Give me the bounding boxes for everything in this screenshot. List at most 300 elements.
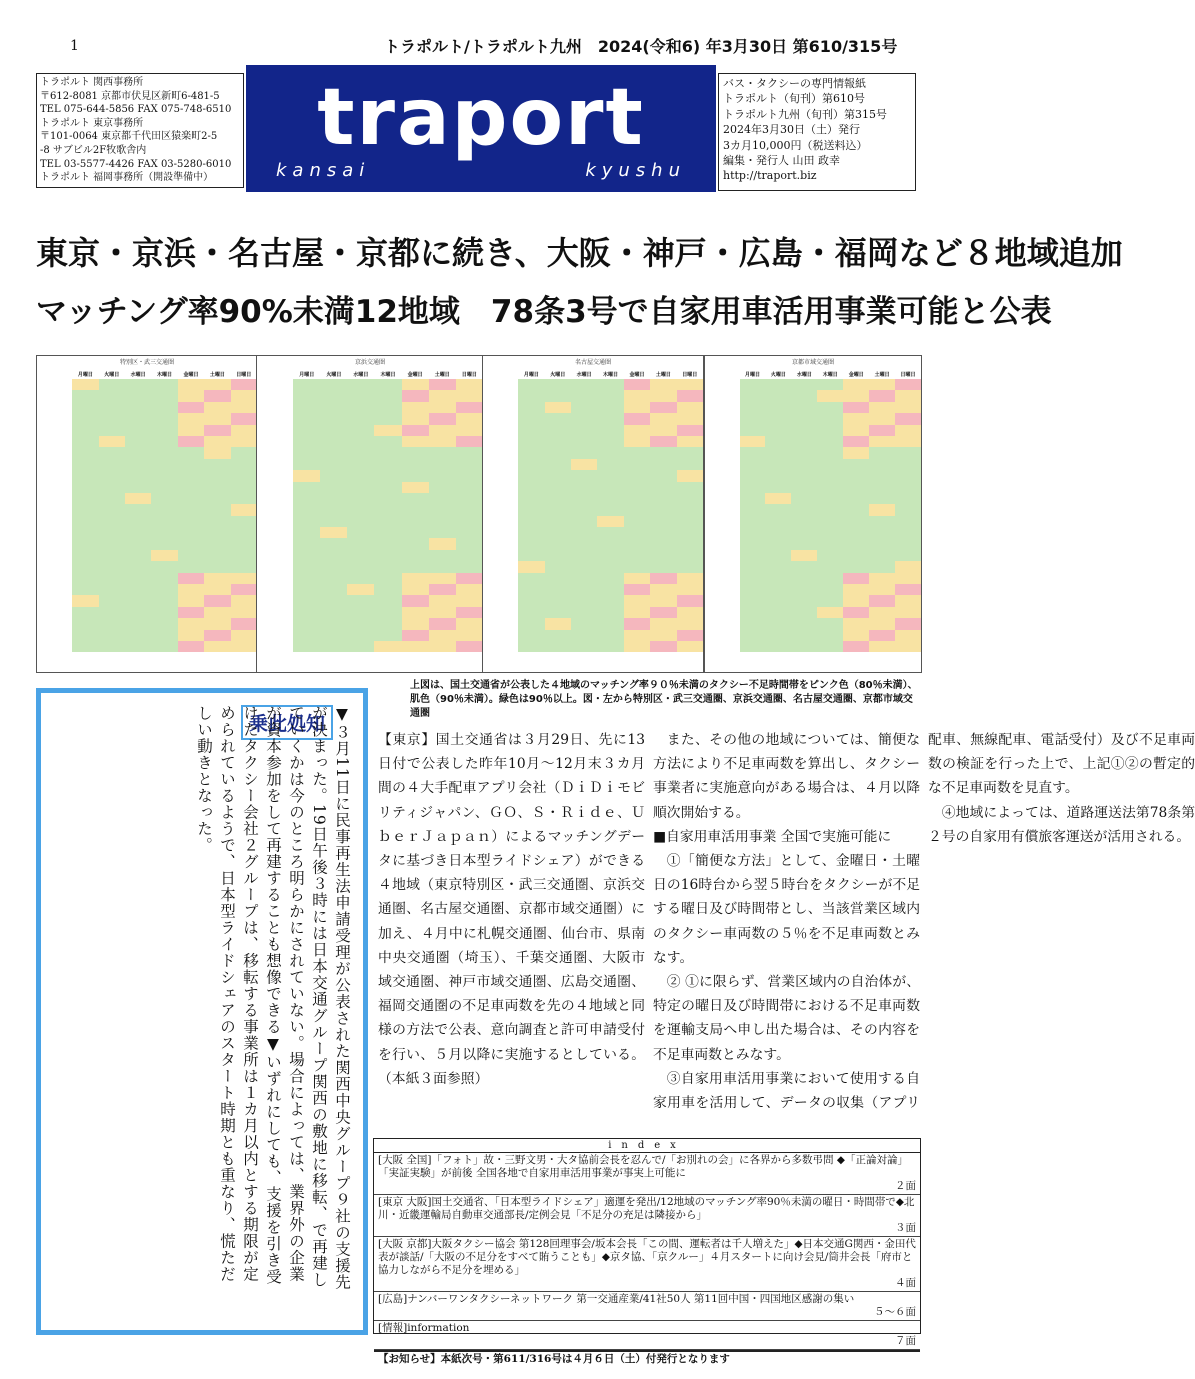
rate-cell bbox=[402, 470, 429, 481]
rate-cell bbox=[545, 538, 571, 549]
hour-row bbox=[705, 436, 921, 447]
rate-cell bbox=[293, 584, 320, 595]
rate-cell bbox=[402, 390, 429, 401]
rate-cell bbox=[374, 402, 401, 413]
rate-cell bbox=[125, 493, 151, 504]
hour-row bbox=[705, 630, 921, 641]
hour-row bbox=[483, 402, 703, 413]
rate-cell bbox=[320, 618, 347, 629]
rate-cell bbox=[869, 595, 895, 606]
hour-row bbox=[257, 459, 483, 470]
rate-cell bbox=[402, 413, 429, 424]
hour-row bbox=[483, 482, 703, 493]
rate-cell bbox=[374, 607, 401, 618]
rate-cell bbox=[765, 618, 791, 629]
rate-cell bbox=[347, 641, 374, 652]
rate-cell bbox=[429, 584, 456, 595]
rate-cell bbox=[374, 470, 401, 481]
matching-table bbox=[705, 369, 921, 652]
rate-cell bbox=[293, 607, 320, 618]
rate-cell bbox=[843, 493, 869, 504]
rate-cell bbox=[374, 459, 401, 470]
column-header: 木曜日 bbox=[603, 371, 619, 378]
hour-label bbox=[705, 595, 740, 606]
rate-cell bbox=[869, 447, 895, 458]
index-row[interactable] bbox=[374, 1237, 920, 1292]
rate-cell bbox=[895, 550, 921, 561]
column-header: 火曜日 bbox=[104, 371, 120, 378]
rate-cell bbox=[374, 447, 401, 458]
rate-cell bbox=[99, 630, 125, 641]
rate-cell bbox=[125, 447, 151, 458]
rate-cell bbox=[72, 436, 98, 447]
rate-cell bbox=[402, 607, 429, 618]
rate-cell bbox=[677, 630, 703, 641]
hour-label bbox=[37, 447, 72, 458]
rate-cell bbox=[869, 607, 895, 618]
rate-cell bbox=[817, 402, 843, 413]
rate-cell bbox=[817, 447, 843, 458]
hour-row bbox=[37, 504, 257, 515]
rate-cell bbox=[456, 413, 483, 424]
rate-cell bbox=[895, 527, 921, 538]
hour-label bbox=[37, 527, 72, 538]
index-row[interactable] bbox=[374, 1195, 920, 1237]
hour-row bbox=[705, 538, 921, 549]
hour-label bbox=[37, 493, 72, 504]
rate-cell bbox=[293, 482, 320, 493]
rate-cell bbox=[571, 493, 597, 504]
rate-cell bbox=[677, 584, 703, 595]
rate-cell bbox=[374, 425, 401, 436]
hour-label bbox=[705, 425, 740, 436]
rate-cell bbox=[791, 402, 817, 413]
hour-row bbox=[37, 413, 257, 424]
rate-cell bbox=[740, 584, 766, 595]
rate-cell bbox=[456, 538, 483, 549]
info-line: 編集・発行人 山田 政幸 bbox=[723, 154, 840, 168]
rate-cell bbox=[545, 630, 571, 641]
rate-cell bbox=[650, 459, 676, 470]
rate-cell bbox=[571, 584, 597, 595]
rate-cell bbox=[374, 436, 401, 447]
hour-row bbox=[483, 390, 703, 401]
rate-cell bbox=[178, 550, 204, 561]
rate-cell bbox=[817, 482, 843, 493]
hour-row bbox=[257, 425, 483, 436]
rate-cell bbox=[677, 595, 703, 606]
chart-title: 京都市域交通圏 bbox=[791, 359, 834, 366]
rate-cell bbox=[402, 425, 429, 436]
hour-label bbox=[37, 459, 72, 470]
rate-cell bbox=[677, 618, 703, 629]
rate-cell bbox=[597, 561, 623, 572]
rate-cell bbox=[178, 538, 204, 549]
rate-cell bbox=[571, 447, 597, 458]
rate-cell bbox=[765, 550, 791, 561]
rate-cell bbox=[151, 584, 177, 595]
rate-cell bbox=[650, 630, 676, 641]
rate-cell bbox=[204, 527, 230, 538]
rate-cell bbox=[125, 470, 151, 481]
hour-label bbox=[257, 482, 293, 493]
rate-cell bbox=[843, 425, 869, 436]
column-header: 金曜日 bbox=[848, 371, 864, 378]
rate-cell bbox=[518, 436, 544, 447]
column-header: 木曜日 bbox=[157, 371, 173, 378]
rate-cell bbox=[571, 516, 597, 527]
rate-cell bbox=[869, 493, 895, 504]
rate-cell bbox=[843, 618, 869, 629]
hour-row bbox=[257, 618, 483, 629]
rate-cell bbox=[151, 425, 177, 436]
rate-cell bbox=[402, 459, 429, 470]
hour-row bbox=[257, 584, 483, 595]
rate-cell bbox=[791, 584, 817, 595]
hour-label bbox=[257, 390, 293, 401]
rate-cell bbox=[231, 459, 257, 470]
rate-cell bbox=[624, 390, 650, 401]
hour-row bbox=[257, 390, 483, 401]
hour-label bbox=[37, 561, 72, 572]
column-header: 火曜日 bbox=[326, 371, 342, 378]
rate-cell bbox=[320, 402, 347, 413]
rate-cell bbox=[204, 607, 230, 618]
hour-row bbox=[257, 436, 483, 447]
hour-row bbox=[483, 436, 703, 447]
rate-cell bbox=[571, 482, 597, 493]
rate-cell bbox=[545, 413, 571, 424]
hour-label bbox=[37, 425, 72, 436]
rate-cell bbox=[374, 630, 401, 641]
rate-cell bbox=[740, 618, 766, 629]
rate-cell bbox=[545, 561, 571, 572]
rate-cell bbox=[125, 550, 151, 561]
hour-row bbox=[483, 607, 703, 618]
rate-cell bbox=[571, 607, 597, 618]
rate-cell bbox=[347, 573, 374, 584]
rate-cell bbox=[624, 425, 650, 436]
rate-cell bbox=[895, 584, 921, 595]
hour-row bbox=[705, 413, 921, 424]
rate-cell bbox=[545, 402, 571, 413]
rate-cell bbox=[151, 607, 177, 618]
rate-cell bbox=[843, 573, 869, 584]
hour-row bbox=[37, 641, 257, 652]
rate-cell bbox=[817, 379, 843, 390]
rate-cell bbox=[791, 459, 817, 470]
hour-label bbox=[257, 550, 293, 561]
rate-cell bbox=[843, 561, 869, 572]
index-page: ４面 bbox=[895, 1277, 916, 1289]
rate-cell bbox=[650, 379, 676, 390]
hour-label bbox=[705, 390, 740, 401]
rate-cell bbox=[545, 447, 571, 458]
hour-row bbox=[257, 550, 483, 561]
rate-cell bbox=[320, 504, 347, 515]
rate-cell bbox=[677, 425, 703, 436]
rate-cell bbox=[402, 630, 429, 641]
rate-cell bbox=[178, 482, 204, 493]
rate-cell bbox=[765, 379, 791, 390]
rate-cell bbox=[320, 630, 347, 641]
rate-cell bbox=[869, 550, 895, 561]
rate-cell bbox=[374, 379, 401, 390]
rate-cell bbox=[597, 493, 623, 504]
rate-cell bbox=[99, 573, 125, 584]
hour-row bbox=[483, 413, 703, 424]
hour-label bbox=[257, 527, 293, 538]
hour-row bbox=[37, 595, 257, 606]
rate-cell bbox=[374, 538, 401, 549]
hour-row bbox=[705, 425, 921, 436]
rate-cell bbox=[204, 538, 230, 549]
rate-cell bbox=[545, 425, 571, 436]
rate-cell bbox=[374, 584, 401, 595]
rate-cell bbox=[347, 527, 374, 538]
rate-cell bbox=[429, 561, 456, 572]
rate-cell bbox=[869, 504, 895, 515]
rate-cell bbox=[72, 516, 98, 527]
rate-cell bbox=[518, 561, 544, 572]
rate-cell bbox=[545, 618, 571, 629]
rate-cell bbox=[178, 641, 204, 652]
rate-cell bbox=[624, 470, 650, 481]
hour-label bbox=[257, 436, 293, 447]
hour-label bbox=[483, 527, 518, 538]
hour-label bbox=[483, 607, 518, 618]
rate-cell bbox=[402, 584, 429, 595]
hour-label bbox=[483, 584, 518, 595]
rate-cell bbox=[677, 413, 703, 424]
rate-cell bbox=[624, 561, 650, 572]
rate-cell bbox=[817, 425, 843, 436]
hour-row bbox=[705, 618, 921, 629]
article-paragraph: また、その他の地域については、簡便な方法により不足車両数を算出し、タクシー事業者に実施意向がある場合は、４月以降順次開始する。 bbox=[653, 732, 920, 821]
rate-cell bbox=[374, 527, 401, 538]
rate-cell bbox=[178, 413, 204, 424]
rate-cell bbox=[677, 607, 703, 618]
rate-cell bbox=[99, 607, 125, 618]
rate-cell bbox=[347, 447, 374, 458]
rate-cell bbox=[895, 413, 921, 424]
rate-cell bbox=[869, 413, 895, 424]
info-link[interactable]: http://traport.biz bbox=[723, 169, 817, 183]
rate-cell bbox=[456, 595, 483, 606]
rate-cell bbox=[677, 504, 703, 515]
rate-cell bbox=[895, 561, 921, 572]
hour-label bbox=[257, 573, 293, 584]
rate-cell bbox=[843, 607, 869, 618]
chart-kyoto bbox=[704, 355, 922, 673]
hour-row bbox=[705, 470, 921, 481]
rate-cell bbox=[402, 482, 429, 493]
rate-cell bbox=[151, 436, 177, 447]
rate-cell bbox=[125, 436, 151, 447]
rate-cell bbox=[817, 584, 843, 595]
rate-cell bbox=[843, 482, 869, 493]
rate-cell bbox=[429, 595, 456, 606]
hour-label bbox=[705, 630, 740, 641]
hour-label bbox=[483, 630, 518, 641]
info-line: バス・タクシーの専門情報紙 bbox=[723, 77, 866, 90]
rate-cell bbox=[791, 493, 817, 504]
rate-cell bbox=[624, 641, 650, 652]
office-line: TEL 075-644-5856 FAX 075-748-6510 bbox=[40, 104, 232, 116]
rate-cell bbox=[402, 493, 429, 504]
hour-label bbox=[37, 573, 72, 584]
headline-main: 東京・京浜・名古屋・京都に続き、大阪・神戸・広島・福岡など８地域追加 bbox=[36, 234, 1123, 272]
rate-cell bbox=[597, 459, 623, 470]
rate-cell bbox=[374, 641, 401, 652]
hour-label bbox=[37, 482, 72, 493]
rate-cell bbox=[320, 641, 347, 652]
rate-cell bbox=[518, 607, 544, 618]
rate-cell bbox=[72, 425, 98, 436]
rate-cell bbox=[429, 459, 456, 470]
rate-cell bbox=[817, 459, 843, 470]
hour-row bbox=[37, 379, 257, 390]
rate-cell bbox=[624, 527, 650, 538]
rate-cell bbox=[597, 447, 623, 458]
rate-cell bbox=[178, 595, 204, 606]
rate-cell bbox=[320, 550, 347, 561]
rate-cell bbox=[869, 459, 895, 470]
rate-cell bbox=[545, 584, 571, 595]
rate-cell bbox=[231, 425, 257, 436]
rate-cell bbox=[791, 641, 817, 652]
index-row[interactable] bbox=[374, 1292, 920, 1321]
rate-cell bbox=[650, 402, 676, 413]
rate-cell bbox=[231, 413, 257, 424]
rate-cell bbox=[571, 436, 597, 447]
rate-cell bbox=[402, 561, 429, 572]
rate-cell bbox=[571, 390, 597, 401]
rate-cell bbox=[518, 538, 544, 549]
rate-cell bbox=[347, 584, 374, 595]
rate-cell bbox=[374, 573, 401, 584]
rate-cell bbox=[293, 459, 320, 470]
index-page: ３面 bbox=[895, 1222, 916, 1234]
rate-cell bbox=[151, 618, 177, 629]
rate-cell bbox=[320, 482, 347, 493]
rate-cell bbox=[293, 470, 320, 481]
rate-cell bbox=[125, 641, 151, 652]
rate-cell bbox=[650, 607, 676, 618]
rate-cell bbox=[456, 550, 483, 561]
rate-cell bbox=[677, 379, 703, 390]
rate-cell bbox=[869, 470, 895, 481]
logo-kyushu: kyushu bbox=[585, 160, 686, 181]
rate-cell bbox=[374, 516, 401, 527]
rate-cell bbox=[740, 504, 766, 515]
rate-cell bbox=[518, 527, 544, 538]
office-line: 〒101-0064 東京都千代田区猿楽町2-5 bbox=[40, 131, 218, 143]
index-row[interactable] bbox=[374, 1153, 920, 1195]
rate-cell bbox=[518, 482, 544, 493]
rate-cell bbox=[99, 413, 125, 424]
rate-cell bbox=[518, 402, 544, 413]
rate-cell bbox=[456, 425, 483, 436]
hour-row bbox=[257, 470, 483, 481]
rate-cell bbox=[231, 390, 257, 401]
rate-cell bbox=[178, 527, 204, 538]
rate-cell bbox=[518, 630, 544, 641]
column-title: 乗此処知 bbox=[241, 705, 333, 740]
rate-cell bbox=[650, 538, 676, 549]
rate-cell bbox=[571, 470, 597, 481]
rate-cell bbox=[374, 618, 401, 629]
office-line: TEL 03-5577-4426 FAX 03-5280-6010 bbox=[40, 158, 232, 170]
column-header: 土曜日 bbox=[874, 371, 890, 378]
rate-cell bbox=[817, 493, 843, 504]
rate-cell bbox=[320, 538, 347, 549]
hour-label bbox=[37, 584, 72, 595]
rate-cell bbox=[151, 561, 177, 572]
rate-cell bbox=[740, 573, 766, 584]
rate-cell bbox=[178, 630, 204, 641]
rate-cell bbox=[545, 607, 571, 618]
rate-cell bbox=[765, 390, 791, 401]
hour-label bbox=[483, 595, 518, 606]
rate-cell bbox=[99, 595, 125, 606]
rate-cell bbox=[320, 413, 347, 424]
rate-cell bbox=[293, 436, 320, 447]
rate-cell bbox=[125, 630, 151, 641]
rate-cell bbox=[765, 413, 791, 424]
rate-cell bbox=[151, 630, 177, 641]
rate-cell bbox=[320, 425, 347, 436]
hour-label bbox=[257, 561, 293, 572]
rate-cell bbox=[740, 516, 766, 527]
rate-cell bbox=[293, 561, 320, 572]
index-row[interactable] bbox=[374, 1321, 920, 1350]
rate-cell bbox=[231, 595, 257, 606]
rate-cell bbox=[650, 584, 676, 595]
rate-cell bbox=[518, 584, 544, 595]
rate-cell bbox=[72, 527, 98, 538]
column-header: 火曜日 bbox=[770, 371, 786, 378]
rate-cell bbox=[347, 459, 374, 470]
article-paragraph: ④地域によっては、道路運送法第78条第２号の自家用有償旅客運送が活用される。 bbox=[928, 804, 1195, 845]
rate-cell bbox=[72, 584, 98, 595]
hour-label bbox=[705, 379, 740, 390]
rate-cell bbox=[791, 504, 817, 515]
hour-label bbox=[37, 413, 72, 424]
rate-cell bbox=[125, 379, 151, 390]
hour-label bbox=[37, 402, 72, 413]
hour-row bbox=[705, 607, 921, 618]
info-line: トラポルト九州（旬刊）第315号 bbox=[723, 107, 887, 121]
rate-cell bbox=[320, 561, 347, 572]
rate-cell bbox=[231, 550, 257, 561]
rate-cell bbox=[320, 573, 347, 584]
rate-cell bbox=[677, 482, 703, 493]
rate-cell bbox=[895, 618, 921, 629]
rate-cell bbox=[204, 390, 230, 401]
rate-cell bbox=[204, 447, 230, 458]
rate-cell bbox=[99, 470, 125, 481]
rate-cell bbox=[817, 641, 843, 652]
rate-cell bbox=[456, 504, 483, 515]
rate-cell bbox=[204, 561, 230, 572]
rate-cell bbox=[347, 561, 374, 572]
rate-cell bbox=[347, 618, 374, 629]
rate-cell bbox=[99, 550, 125, 561]
rate-cell bbox=[765, 641, 791, 652]
hour-row bbox=[257, 447, 483, 458]
hour-label bbox=[705, 584, 740, 595]
